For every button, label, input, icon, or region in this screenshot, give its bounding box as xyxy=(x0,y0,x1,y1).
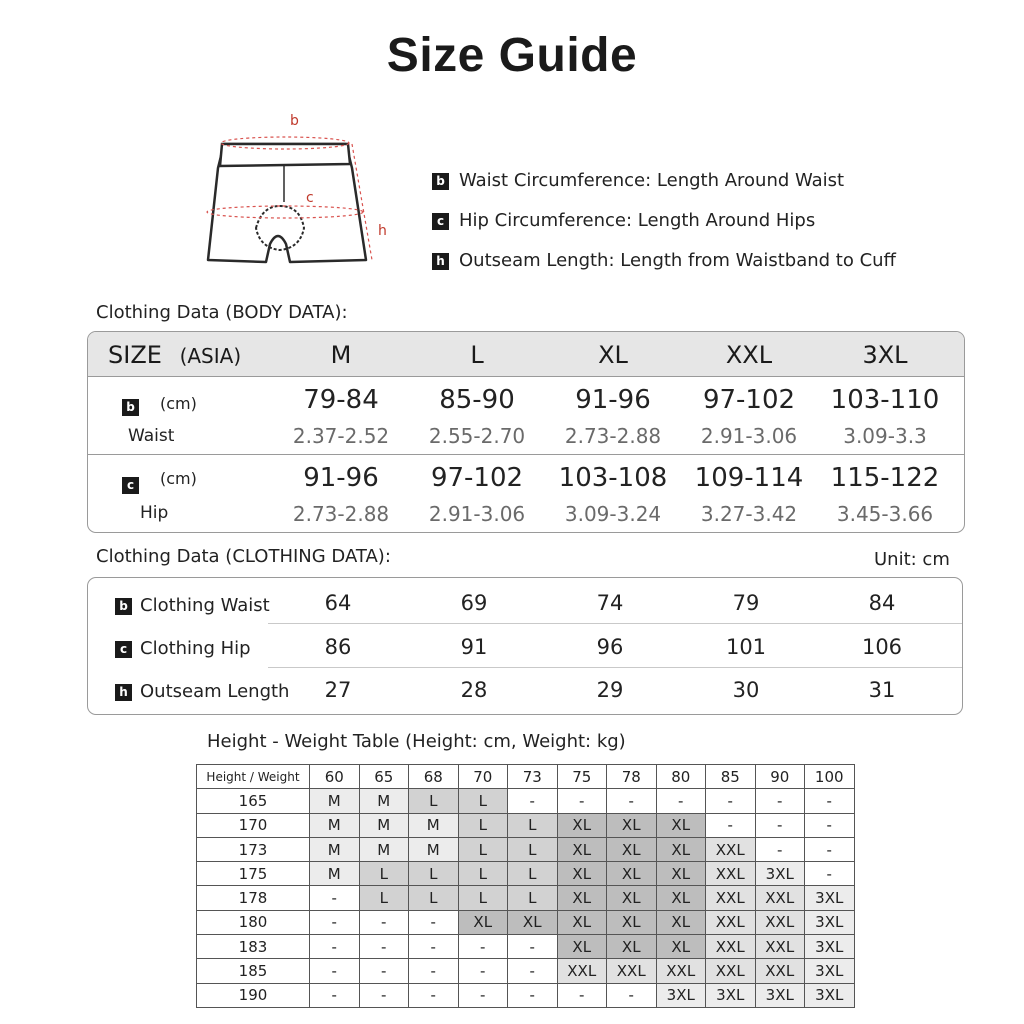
unit-label: (cm) xyxy=(160,469,197,488)
hip-cm-value: 97-102 xyxy=(430,463,524,493)
size-cell: L xyxy=(409,862,459,886)
size-cell: L xyxy=(359,886,409,910)
size-cell: XXL xyxy=(706,959,756,983)
legend-outseam xyxy=(432,250,896,271)
legend-hip xyxy=(432,210,815,231)
shorts-diagram xyxy=(196,110,406,275)
clothing-waist-value: 74 xyxy=(596,591,624,615)
size-cell: XXL xyxy=(755,959,805,983)
size-cell: XL xyxy=(508,910,558,934)
size-cell: - xyxy=(458,983,508,1007)
weight-header: 80 xyxy=(656,765,706,789)
hip-alt-value: 2.91-3.06 xyxy=(428,502,526,526)
size-cell: XL xyxy=(458,910,508,934)
size-cell: XL xyxy=(656,862,706,886)
diagram-label-b: b xyxy=(290,113,299,129)
height-cell: 178 xyxy=(197,886,310,910)
size-cell: - xyxy=(409,935,459,959)
size-cell: M xyxy=(359,813,409,837)
size-cell: - xyxy=(310,935,360,959)
size-cell: XXL xyxy=(706,886,756,910)
hip-alt-value: 2.73-2.88 xyxy=(292,502,390,526)
size-cell: - xyxy=(458,959,508,983)
size-region: (ASIA) xyxy=(179,344,242,368)
size-cell: - xyxy=(310,983,360,1007)
size-cell: L xyxy=(508,837,558,861)
size-cell: XL xyxy=(607,862,657,886)
size-cell: M xyxy=(409,813,459,837)
size-cell: XXL xyxy=(607,959,657,983)
size-cell: 3XL xyxy=(805,886,855,910)
column-header-xxl: XXL xyxy=(725,341,773,369)
size-cell: - xyxy=(508,959,558,983)
size-cell: 3XL xyxy=(805,983,855,1007)
size-cell: XL xyxy=(557,935,607,959)
height-cell: 180 xyxy=(197,910,310,934)
table-row xyxy=(197,959,855,983)
size-header xyxy=(108,341,241,369)
row-divider xyxy=(268,623,962,624)
size-cell: - xyxy=(409,910,459,934)
size-cell: 3XL xyxy=(805,935,855,959)
size-cell: - xyxy=(805,862,855,886)
legend-text: Outseam Length: Length from Waistband to Cuff xyxy=(459,250,896,271)
weight-header: 100 xyxy=(805,765,855,789)
weight-header: 78 xyxy=(607,765,657,789)
outseam-length-value: 30 xyxy=(732,678,760,702)
size-cell: 3XL xyxy=(805,959,855,983)
size-cell: XL xyxy=(557,862,607,886)
c-badge-icon: c xyxy=(432,213,449,230)
outseam-length-value: 28 xyxy=(460,678,488,702)
body-data-table xyxy=(87,331,965,533)
waist-alt-value: 2.37-2.52 xyxy=(292,424,390,448)
size-cell: - xyxy=(359,959,409,983)
size-cell: L xyxy=(458,837,508,861)
column-header-xl: XL xyxy=(598,341,628,369)
size-cell: XXL xyxy=(755,935,805,959)
weight-header: 73 xyxy=(508,765,558,789)
size-cell: 3XL xyxy=(755,983,805,1007)
size-cell: XXL xyxy=(656,959,706,983)
height-cell: 165 xyxy=(197,789,310,813)
outseam-length-label: Outseam Length xyxy=(140,681,290,702)
size-cell: 3XL xyxy=(805,910,855,934)
size-cell: M xyxy=(310,862,360,886)
size-cell: XL xyxy=(656,910,706,934)
size-cell: XXL xyxy=(706,910,756,934)
table-row xyxy=(197,983,855,1007)
weight-header: 75 xyxy=(557,765,607,789)
weight-header: 85 xyxy=(706,765,756,789)
size-cell: - xyxy=(310,910,360,934)
size-cell: XL xyxy=(607,886,657,910)
size-cell: XL xyxy=(656,813,706,837)
size-cell: M xyxy=(310,837,360,861)
weight-header: 60 xyxy=(310,765,360,789)
size-cell: XXL xyxy=(706,935,756,959)
size-cell: - xyxy=(557,789,607,813)
unit-label: (cm) xyxy=(160,394,197,413)
diagram-label-h: h xyxy=(378,223,387,239)
size-cell: XXL xyxy=(557,959,607,983)
waist-cm-value: 85-90 xyxy=(439,385,515,415)
hip-cm-value: 103-108 xyxy=(558,463,668,493)
hip-cm-value: 115-122 xyxy=(830,463,940,493)
hip-cm-value: 109-114 xyxy=(694,463,804,493)
table-row xyxy=(197,910,855,934)
size-cell: - xyxy=(755,789,805,813)
waist-alt-value: 2.55-2.70 xyxy=(428,424,526,448)
clothing-data-table xyxy=(87,577,963,715)
size-cell: - xyxy=(755,813,805,837)
size-cell: M xyxy=(409,837,459,861)
height-cell: 170 xyxy=(197,813,310,837)
clothing-hip-value: 91 xyxy=(460,635,488,659)
b-badge-icon: b xyxy=(432,173,449,190)
size-cell: L xyxy=(508,813,558,837)
height-cell: 175 xyxy=(197,862,310,886)
size-cell: - xyxy=(607,789,657,813)
waist-alt-value: 3.09-3.3 xyxy=(843,424,927,448)
body-data-label: Clothing Data (BODY DATA): xyxy=(96,302,348,323)
c-badge-icon: c xyxy=(122,477,139,494)
height-weight-title: Height - Weight Table (Height: cm, Weight: kg) xyxy=(207,731,626,752)
b-badge-icon: b xyxy=(122,399,139,416)
size-cell: - xyxy=(458,935,508,959)
page-title: Size Guide xyxy=(386,29,638,82)
size-cell: L xyxy=(409,886,459,910)
outseam-length-value: 29 xyxy=(596,678,624,702)
h-badge-icon: h xyxy=(115,684,132,701)
outseam-length-value: 31 xyxy=(868,678,896,702)
clothing-waist-value: 64 xyxy=(324,591,352,615)
clothing-waist-value: 84 xyxy=(868,591,896,615)
size-cell: XL xyxy=(557,910,607,934)
table-row xyxy=(197,813,855,837)
size-cell: M xyxy=(359,789,409,813)
size-cell: L xyxy=(458,862,508,886)
size-cell: XXL xyxy=(706,837,756,861)
size-cell: - xyxy=(706,813,756,837)
c-badge-icon: c xyxy=(115,641,132,658)
size-cell: L xyxy=(508,862,558,886)
waist-label: Waist xyxy=(128,426,175,446)
table-row xyxy=(197,935,855,959)
size-cell: L xyxy=(458,813,508,837)
clothing-waist-value: 79 xyxy=(732,591,760,615)
hip-alt-value: 3.09-3.24 xyxy=(564,502,662,526)
size-cell: - xyxy=(805,813,855,837)
size-cell: - xyxy=(409,983,459,1007)
size-cell: 3XL xyxy=(656,983,706,1007)
h-badge-icon: h xyxy=(432,253,449,270)
size-cell: XL xyxy=(607,837,657,861)
height-cell: 183 xyxy=(197,935,310,959)
size-cell: - xyxy=(656,789,706,813)
column-header-m: M xyxy=(330,341,352,369)
size-cell: - xyxy=(805,837,855,861)
legend-text: Waist Circumference: Length Around Waist xyxy=(459,170,845,191)
column-header-3xl: 3XL xyxy=(862,341,908,369)
outseam-length-value: 27 xyxy=(324,678,352,702)
table-row xyxy=(197,789,855,813)
size-cell: - xyxy=(706,789,756,813)
size-cell: XL xyxy=(607,910,657,934)
weight-header: 65 xyxy=(359,765,409,789)
legend-waist xyxy=(432,170,844,191)
height-cell: 190 xyxy=(197,983,310,1007)
corner-header: Height / Weight xyxy=(197,765,310,789)
waist-alt-value: 2.73-2.88 xyxy=(564,424,662,448)
size-cell: XL xyxy=(557,837,607,861)
clothing-waist-value: 69 xyxy=(460,591,488,615)
size-cell: - xyxy=(607,983,657,1007)
size-cell: XL xyxy=(656,935,706,959)
legend-text: Hip Circumference: Length Around Hips xyxy=(459,210,816,231)
size-cell: - xyxy=(755,837,805,861)
clothing-hip-value: 106 xyxy=(861,635,903,659)
clothing-waist-label: Clothing Waist xyxy=(140,595,270,616)
size-cell: - xyxy=(359,910,409,934)
size-cell: - xyxy=(508,935,558,959)
size-cell: 3XL xyxy=(755,862,805,886)
size-cell: - xyxy=(409,959,459,983)
size-cell: XL xyxy=(557,886,607,910)
size-cell: L xyxy=(508,886,558,910)
hip-cm-value: 91-96 xyxy=(303,463,379,493)
size-label: SIZE xyxy=(108,341,162,369)
table-row xyxy=(197,862,855,886)
size-cell: M xyxy=(359,837,409,861)
size-cell: M xyxy=(310,813,360,837)
clothing-data-label: Clothing Data (CLOTHING DATA): xyxy=(96,546,391,567)
size-cell: - xyxy=(359,935,409,959)
height-cell: 173 xyxy=(197,837,310,861)
weight-header: 68 xyxy=(409,765,459,789)
size-cell: 3XL xyxy=(706,983,756,1007)
size-cell: XL xyxy=(557,813,607,837)
size-cell: - xyxy=(310,886,360,910)
size-cell: XXL xyxy=(755,886,805,910)
column-header-l: L xyxy=(470,341,484,369)
size-cell: L xyxy=(409,789,459,813)
size-cell: - xyxy=(359,983,409,1007)
size-cell: L xyxy=(458,789,508,813)
size-cell: - xyxy=(310,959,360,983)
unit-note: Unit: cm xyxy=(874,549,950,570)
table-header-row xyxy=(197,765,855,789)
size-cell: XL xyxy=(656,886,706,910)
size-cell: - xyxy=(508,983,558,1007)
weight-header: 90 xyxy=(755,765,805,789)
size-cell: L xyxy=(359,862,409,886)
size-cell: - xyxy=(805,789,855,813)
clothing-hip-label: Clothing Hip xyxy=(140,638,251,659)
hip-alt-value: 3.45-3.66 xyxy=(836,502,934,526)
table-row xyxy=(197,837,855,861)
size-cell: M xyxy=(310,789,360,813)
size-cell: XXL xyxy=(706,862,756,886)
clothing-hip-value: 86 xyxy=(324,635,352,659)
clothing-hip-value: 101 xyxy=(725,635,767,659)
size-cell: - xyxy=(557,983,607,1007)
waist-cm-value: 91-96 xyxy=(575,385,651,415)
waist-cm-value: 103-110 xyxy=(830,385,940,415)
waist-cm-value: 79-84 xyxy=(303,385,379,415)
height-weight-table xyxy=(196,764,855,1008)
table-row xyxy=(197,886,855,910)
hip-label: Hip xyxy=(140,503,169,523)
clothing-hip-value: 96 xyxy=(596,635,624,659)
size-cell: XL xyxy=(607,935,657,959)
waist-cm-value: 97-102 xyxy=(702,385,796,415)
hip-alt-value: 3.27-3.42 xyxy=(700,502,798,526)
weight-header: 70 xyxy=(458,765,508,789)
size-cell: XL xyxy=(656,837,706,861)
waist-alt-value: 2.91-3.06 xyxy=(700,424,798,448)
size-cell: L xyxy=(458,886,508,910)
size-cell: - xyxy=(508,789,558,813)
size-cell: XXL xyxy=(755,910,805,934)
diagram-label-c: c xyxy=(306,190,314,206)
size-cell: XL xyxy=(607,813,657,837)
height-cell: 185 xyxy=(197,959,310,983)
row-divider xyxy=(88,454,964,455)
row-divider xyxy=(268,667,962,668)
b-badge-icon: b xyxy=(115,598,132,615)
